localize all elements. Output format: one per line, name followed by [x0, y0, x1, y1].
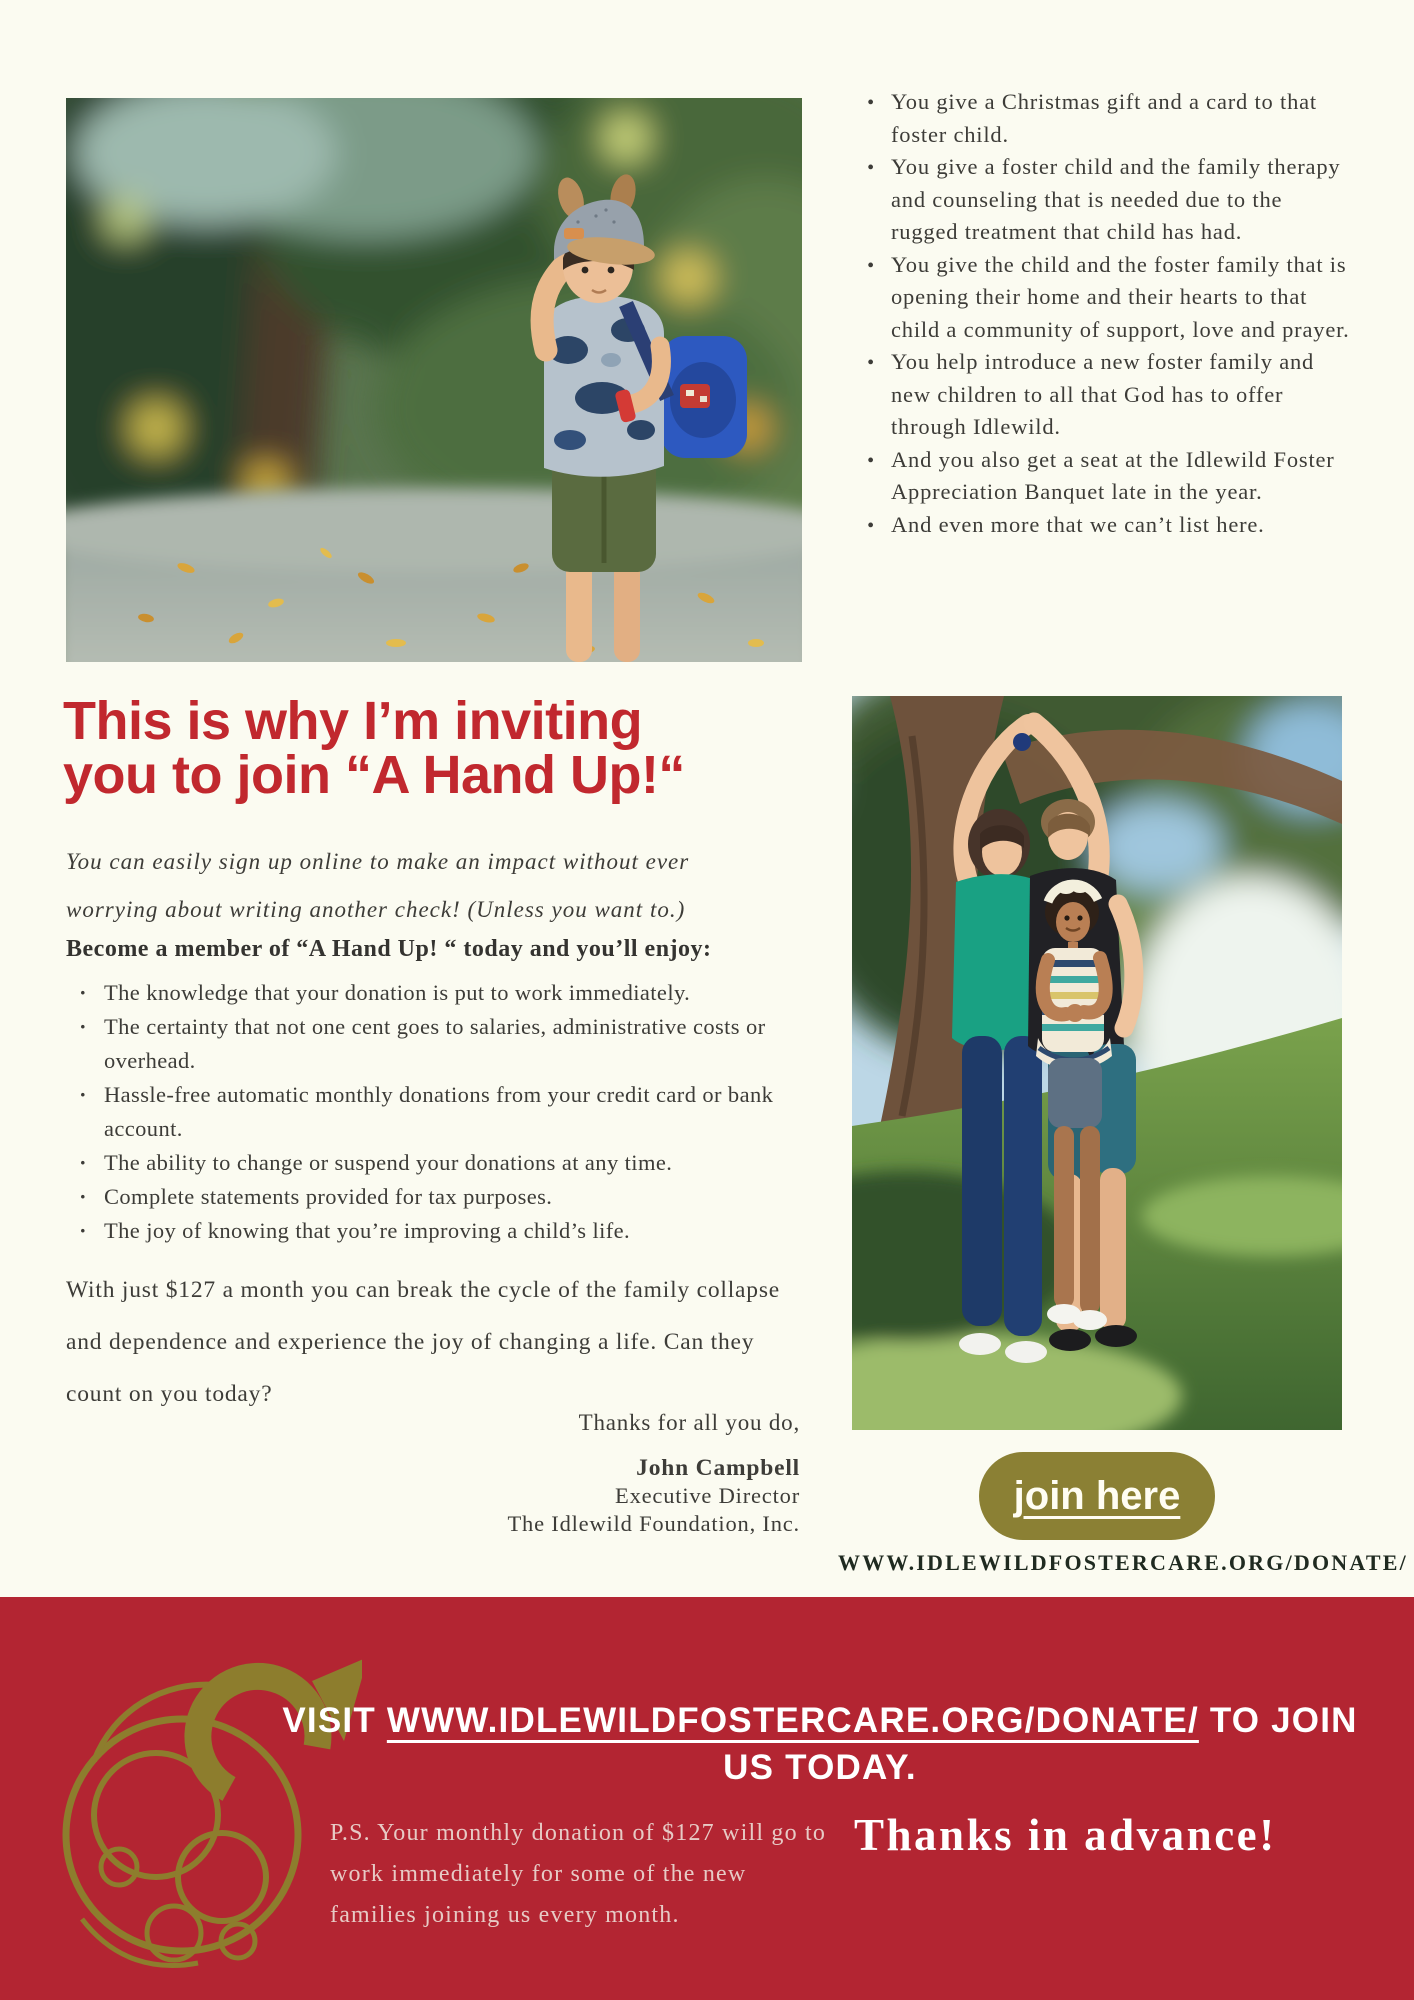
list-item [864, 86, 1354, 151]
family-forming-roof-photo [852, 696, 1342, 1430]
list-item [864, 151, 1354, 249]
banner-donate-link[interactable]: WWW.IDLEWILDFOSTERCARE.ORG/DONATE/ [386, 1701, 1199, 1740]
bullet-icon [76, 1146, 90, 1180]
bullet-icon [76, 1078, 90, 1146]
family-photo-illustration [852, 696, 1342, 1430]
child-photo-illustration [66, 98, 802, 662]
list-item [864, 509, 1354, 543]
page-title-line2: you to join “A Hand Up!“ [63, 745, 685, 805]
signature-block [300, 1454, 800, 1538]
signoff-thanks: Thanks for all you do, [578, 1410, 800, 1435]
intro-paragraph: You can easily sign up online to make an impact without ever worrying about writing another check! (Unless you want to.) [66, 849, 690, 922]
bullet-icon [76, 976, 90, 1010]
benefit-text: You help introduce a new foster family and new children to all that God has to offer through Idlewild. [891, 349, 1315, 439]
donate-url-caption: WWW.IDLEWILDFOSTERCARE.ORG/DONATE/ [838, 1550, 1408, 1575]
banner-cta-line2: US TODAY. [723, 1748, 917, 1787]
benefits-list [864, 86, 1354, 542]
bullet-icon [864, 346, 878, 444]
signoff-org: The Idlewild Foundation, Inc. [507, 1511, 800, 1536]
benefit-text: And you also get a seat at the Idlewild Foster Appreciation Banquet late in the year. [891, 446, 1335, 504]
join-here-button[interactable] [979, 1452, 1215, 1540]
list-item [76, 1010, 800, 1078]
closing-paragraph: With just $127 a month you can break the cycle of the family collapse and dependence and experience the joy of changing a life. Can they count on you today? [66, 1277, 781, 1407]
bullet-icon [864, 509, 878, 543]
membership-benefit-text: Complete statements provided for tax purposes. [104, 1184, 553, 1209]
membership-benefit-text: The ability to change or suspend your donations at any time. [104, 1150, 673, 1175]
footer-banner [0, 1597, 1414, 2000]
banner-visit-suffix: TO JOIN [1209, 1701, 1358, 1740]
list-item [864, 249, 1354, 347]
benefit-text: You give the child and the foster family that is opening their home and their hearts to that child a community of support, love and prayer. [891, 251, 1350, 342]
child-with-backpack-photo [66, 98, 802, 662]
bullet-icon [864, 444, 878, 509]
page-title [63, 691, 853, 805]
membership-benefit-text: The certainty that not one cent goes to salaries, administrative costs or overhead. [104, 1014, 766, 1073]
bullet-icon [864, 86, 878, 151]
bullet-icon [76, 1010, 90, 1078]
list-item [76, 1078, 800, 1146]
membership-benefit-text: The knowledge that your donation is put to work immediately. [104, 980, 691, 1005]
join-here-label: join here [1013, 1473, 1181, 1518]
benefit-text: You give a Christmas gift and a card to that foster child. [891, 89, 1317, 147]
benefit-text: And even more that we can’t list here. [891, 511, 1265, 537]
banner-visit-prefix: VISIT [282, 1701, 376, 1740]
bullet-icon [864, 249, 878, 347]
list-item [864, 444, 1354, 509]
benefit-text: You give a foster child and the family therapy and counseling that is needed due to the rugged treatment that child has had. [891, 154, 1341, 244]
signoff-name: John Campbell [636, 1455, 800, 1481]
list-item [76, 1180, 800, 1214]
page-title-line1: This is why I’m inviting [63, 691, 643, 751]
signoff-title: Executive Director [615, 1483, 800, 1508]
list-item [76, 976, 800, 1010]
bullet-icon [864, 151, 878, 249]
ps-note: P.S. Your monthly donation of $127 will go to work immediately for some of the new families joining us every month. [330, 1820, 827, 1928]
membership-benefits-list [76, 976, 800, 1248]
list-item [76, 1214, 800, 1248]
membership-benefit-text: The joy of knowing that you’re improving a child’s life. [104, 1218, 631, 1243]
membership-lead: Become a member of “A Hand Up! “ today and you’ll enjoy: [66, 936, 712, 962]
bullet-icon [76, 1214, 90, 1248]
list-item [864, 346, 1354, 444]
list-item [76, 1146, 800, 1180]
membership-benefit-text: Hassle-free automatic monthly donations from your credit card or bank account. [104, 1082, 774, 1141]
banner-cta [260, 1697, 1380, 1791]
flourish-arrow-ornament [24, 1609, 362, 1997]
thanks-in-advance: Thanks in advance! [854, 1810, 1277, 1860]
bullet-icon [76, 1180, 90, 1214]
